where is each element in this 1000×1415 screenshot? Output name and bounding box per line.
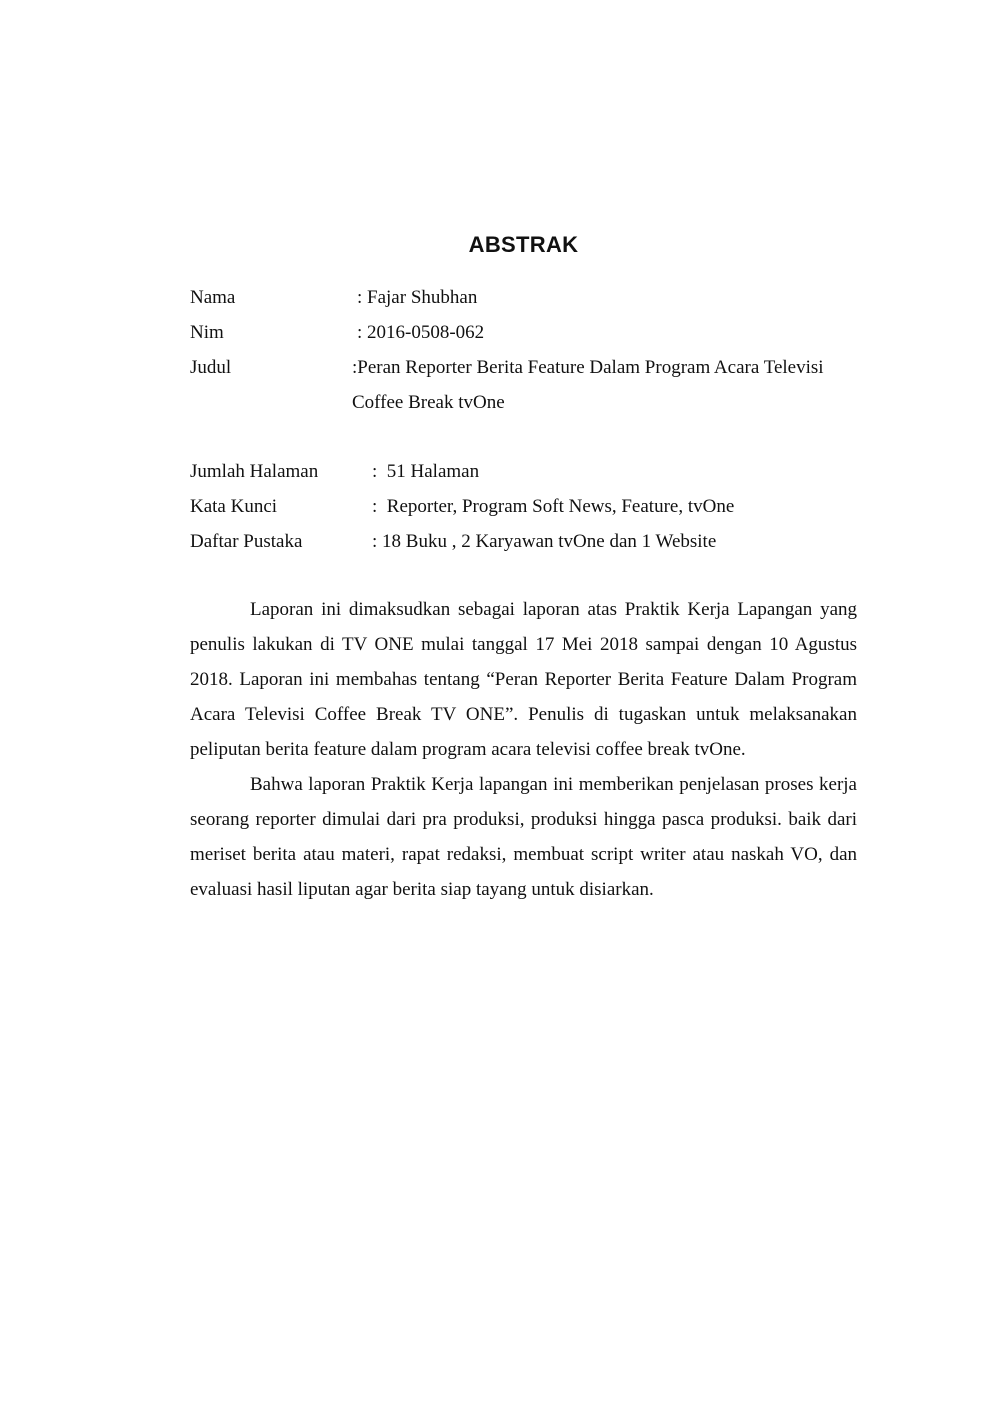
abstract-paragraph: Laporan ini dimaksudkan sebagai laporan atas Praktik Kerja Lapangan yang penulis lakukan di TV ONE mulai tanggal 17 Mei 2018 sampai dengan 10 Agustus 2018. Laporan ini membahas tentang “Peran Reporter Berita Feature Dalam Program Acara Televisi Coffee Break TV ONE”. Penulis di tugaskan untuk melaksanakan peliputan berita feature dalam program acara televisi coffee break tvOne. <box>190 599 857 760</box>
judul-line-2: Coffee Break tvOne <box>352 392 505 413</box>
info-value: : Fajar Shubhan <box>357 287 478 308</box>
abstract-paragraph: Bahwa laporan Praktik Kerja lapangan ini memberikan penjelasan proses kerja seorang reporter dimulai dari pra produksi, produksi hingga pasca produksi. baik dari meriset berita atau materi, rapat redaksi, membuat script writer atau naskah VO, dan evaluasi hasil liputan agar berita siap tayang untuk disiarkan. <box>190 774 857 900</box>
info-label: Nama <box>190 287 236 308</box>
document-title: ABSTRAK <box>468 232 579 257</box>
judul-line-1: :Peran Reporter Berita Feature Dalam Program Acara Televisi <box>352 357 824 378</box>
info-label: Judul <box>190 357 232 378</box>
info-value: : 2016-0508-062 <box>357 322 485 343</box>
info-value <box>352 350 857 420</box>
info-value: : Reporter, Program Soft News, Feature, tvOne <box>372 496 735 517</box>
info-label: Daftar Pustaka <box>190 531 303 552</box>
info-value: : 51 Halaman <box>372 461 480 482</box>
abstract-body <box>190 592 857 907</box>
info-label: Kata Kunci <box>190 496 278 517</box>
info-value: : 18 Buku , 2 Karyawan tvOne dan 1 Website <box>372 531 717 552</box>
info-label: Jumlah Halaman <box>190 461 319 482</box>
info-label: Nim <box>190 322 224 343</box>
